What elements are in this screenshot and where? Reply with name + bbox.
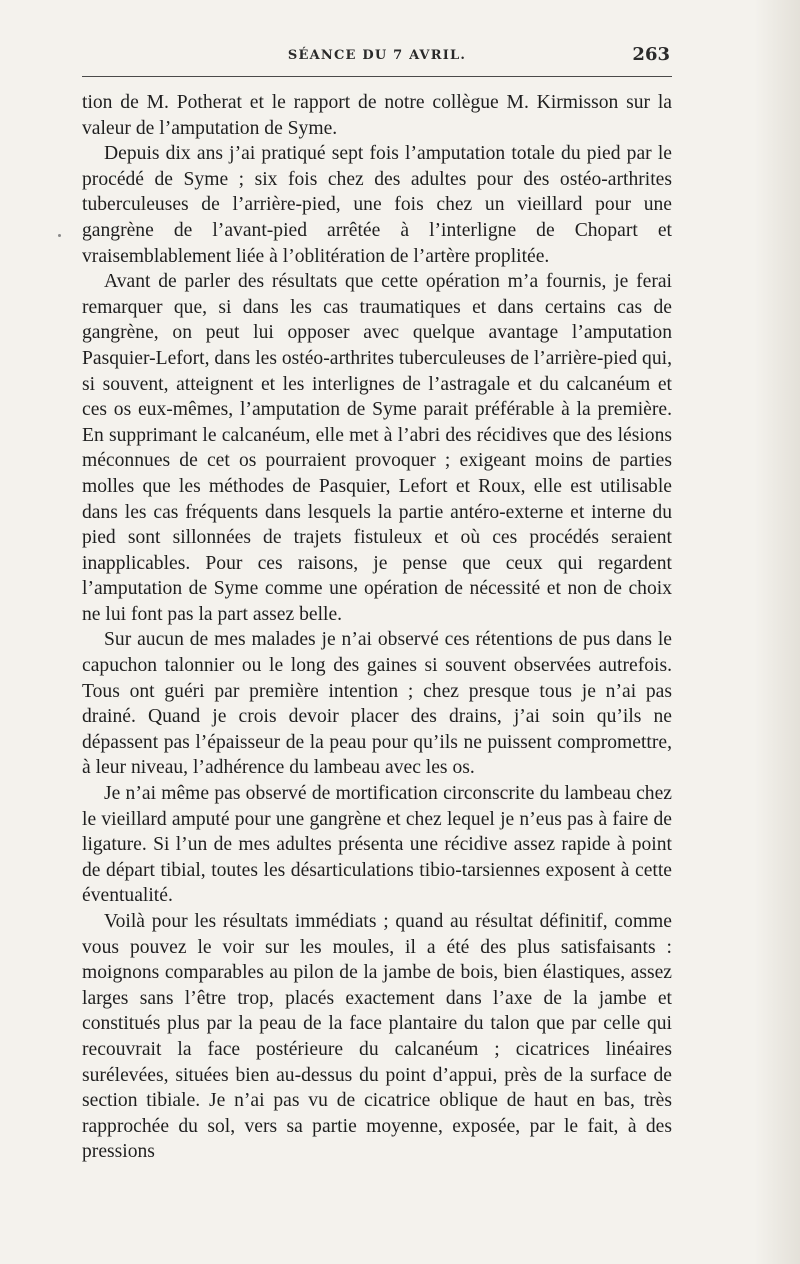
paragraph-2: Depuis dix ans j’ai pratiqué sept fois l’amputation totale du pied par le procédé de Syme ; six fois chez des adultes pour des ostéo-arthrites tuberculeuses de l’arrière-pied, une fois chez un vieillard pour une gangrène de l’avant-pied arrêtée à l’interligne de Chopart et vraisemblablement liée à l’oblitération de l’artère proplitée. bbox=[82, 143, 672, 267]
paragraph-3: Avant de parler des résultats que cette opération m’a fournis, je ferai remarquer que, si dans les cas traumatiques et dans certains cas de gangrène, on peut lui opposer avec quelque avantage l’amputation Pasquier-Lefort, dans les ostéo-arthrites tuberculeuses de l’arrière-pied qui, si souvent, atteignent et les interlignes de l’astragale et du calcanéum et ces os eux-mêmes, l’amputation de Syme parait préférable à la première. En supprimant le calcanéum, elle met à l’abri des récidives que des lésions méconnues de cet os pourraient provoquer ; exigeant moins de parties molles que les méthodes de Pasquier, Lefort et Roux, elle est utilisable dans les cas fréquents dans lesquels la partie antéro-externe et interne du pied sont sillonnées de trajets fistuleux et où ces procédés seraient inapplicables. Pour ces raisons, je pense que ceux qui regardent l’amputation de Syme comme une opération de nécessité et non de choix ne lui font pas la part assez belle. bbox=[82, 271, 672, 625]
paragraph-6: Voilà pour les résultats immédiats ; quand au résultat définitif, comme vous pouvez le voir sur les moules, il a été des plus satisfaisants : moignons comparables au pilon de la jambe de bois, bien élastiques, assez larges sans l’être trop, placés exactement dans l’axe de la jambe et constitués plus par la peau de la face plantaire du talon que par celle qui recouvrait la face postérieure du calcanéum ; cicatrices linéaires surélevées, situées bien au-dessus du point d’appui, près de la surface de section tibiale. Je n’ai pas vu de cicatrice oblique de haut en bas, très rapprochée du sol, vers sa partie moyenne, exposée, par le fait, à des pressions bbox=[82, 911, 672, 1163]
ink-speck bbox=[58, 234, 61, 237]
running-title: SÉANCE DU 7 AVRIL. bbox=[287, 48, 467, 63]
paragraph-4: Sur aucun de mes malades je n’ai observé ces rétentions de pus dans le capuchon talonnier ou le long des gaines si souvent observées autrefois. Tous ont guéri par première intention ; chez presque tous je n’ai pas drainé. Quand je crois devoir placer des drains, j’ai soin qu’ils ne dépassent pas l’épaisseur de la peau pour qu’ils ne puissent compromettre, à leur niveau, l’adhérence du lambeau avec les os. bbox=[82, 629, 672, 779]
paragraph-1: tion de M. Potherat et le rapport de notre collègue M. Kirmisson sur la valeur de l’amputation de Syme. bbox=[82, 92, 672, 139]
header-rule bbox=[82, 76, 672, 77]
page-header bbox=[82, 44, 672, 72]
page-edge-shadow bbox=[754, 0, 800, 1264]
paragraph-5: Je n’ai même pas observé de mortification circonscrite du lambeau chez le vieillard amputé pour une gangrène et chez lequel je n’eus pas à faire de ligature. Si l’un de mes adultes présenta une récidive assez rapide à point de départ tibial, toutes les désarticulations tibio-tarsiennes exposent à cette éventualité. bbox=[82, 783, 672, 907]
page-number: 263 bbox=[632, 44, 670, 65]
body-text bbox=[82, 90, 672, 1165]
